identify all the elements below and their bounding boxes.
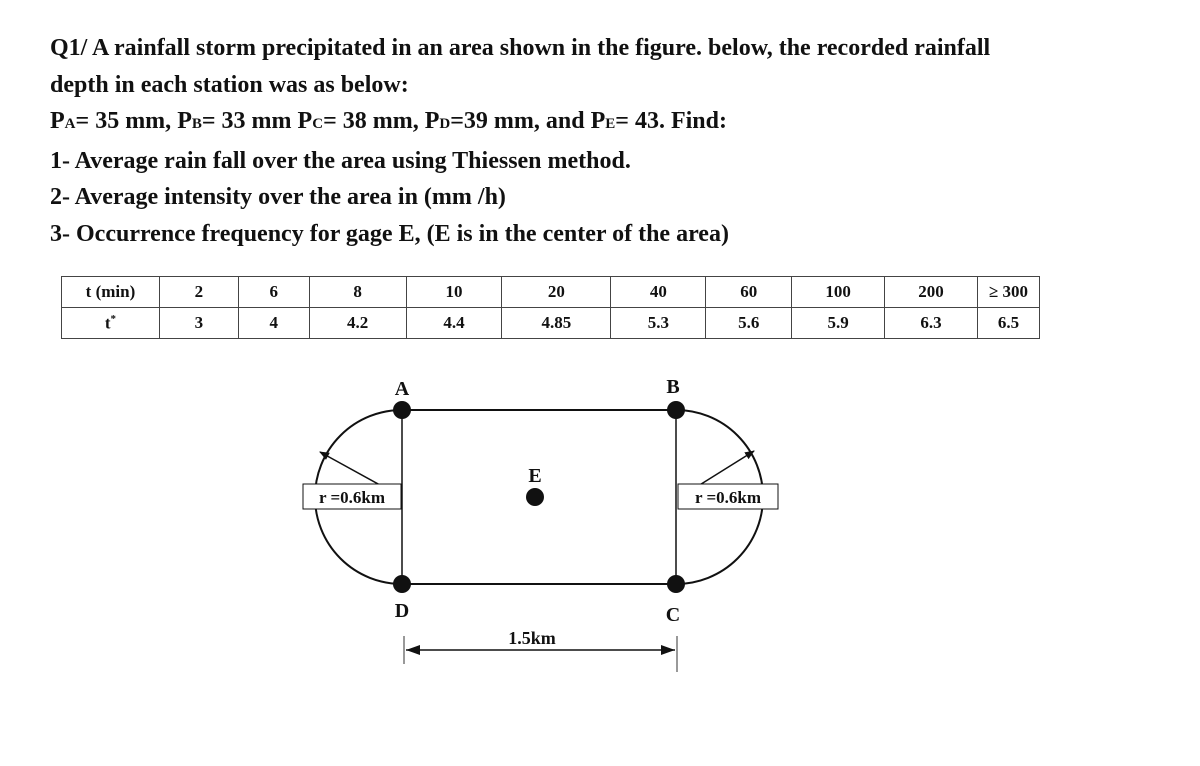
pe-letter: P — [590, 108, 606, 134]
dimension-arrow-left — [406, 645, 420, 655]
length-label: 1.5km — [508, 628, 556, 648]
t-cell: 40 — [611, 277, 706, 308]
dimension-arrow-right — [661, 645, 675, 655]
pb-letter: P — [177, 108, 192, 134]
question-line-2: depth in each station was as below: — [50, 71, 409, 98]
t-cell: 10 — [406, 277, 502, 308]
tstar-cell: 4 — [238, 308, 309, 339]
tstar-cell: 4.85 — [502, 308, 611, 339]
pc-letter: P — [297, 108, 313, 134]
t-header: t (min) — [62, 277, 160, 308]
question-line-1: Q1/ A rainfall storm precipitated in an area shown in the figure. below, the recorded rainfall — [50, 35, 991, 61]
radius-right-label: r =0.6km — [694, 488, 762, 507]
station-c-label: C — [665, 604, 681, 626]
tstar-cell: 5.3 — [611, 308, 706, 339]
t-cell: 6 — [238, 277, 309, 308]
pc-sub: C — [312, 116, 324, 132]
station-a-label: A — [394, 378, 410, 400]
station-a-dot — [393, 401, 411, 419]
pa-value: = 35 mm, — [75, 108, 178, 134]
t-cell: 60 — [706, 277, 792, 308]
pd-sub: D — [439, 116, 451, 132]
tstar-cell: 6.3 — [885, 308, 978, 339]
tstar-cell: 6.5 — [977, 308, 1039, 339]
t-cell: 100 — [792, 277, 885, 308]
station-c-dot — [667, 575, 685, 593]
station-d-dot — [393, 575, 411, 593]
pd-value: =39 mm, and — [450, 108, 591, 134]
t-cell: 8 — [309, 277, 406, 308]
tstar-sup: * — [110, 312, 117, 325]
pc-value: = 38 mm, — [323, 108, 425, 134]
question-item-2: 2- Average intensity over the area in (mm /h) — [50, 184, 506, 210]
t-cell: 200 — [885, 277, 978, 308]
t-cell: ≥ 300 — [977, 277, 1039, 308]
pa-sub: A — [64, 116, 76, 132]
radius-left-label: r =0.6km — [318, 488, 386, 507]
pd-letter: P — [424, 108, 440, 134]
t-cell: 20 — [502, 277, 611, 308]
question-item-1: 1- Average rain fall over the area using Thiessen method. — [50, 147, 631, 174]
tstar-cell: 5.6 — [706, 308, 792, 339]
pb-value: = 33 mm — [201, 108, 298, 134]
tstar-base: t — [104, 313, 111, 333]
tstar-cell: 4.2 — [309, 308, 406, 339]
tstar-cell: 5.9 — [792, 308, 885, 339]
pe-value: = 43. Find: — [615, 108, 727, 134]
station-e-label: E — [528, 465, 542, 487]
station-b-label: B — [666, 376, 680, 398]
station-b-dot — [667, 401, 685, 419]
pe-sub: E — [605, 116, 616, 132]
pa-letter: P — [50, 108, 65, 134]
station-e-dot — [526, 488, 544, 506]
t-cell: 2 — [159, 277, 238, 308]
question-item-3: 3- Occurrence frequency for gage E, (E is in the center of the area) — [50, 220, 729, 247]
tstar-cell: 4.4 — [406, 308, 502, 339]
station-d-label: D — [394, 600, 410, 622]
tstar-cell: 3 — [159, 308, 238, 339]
pb-sub: B — [191, 116, 202, 132]
